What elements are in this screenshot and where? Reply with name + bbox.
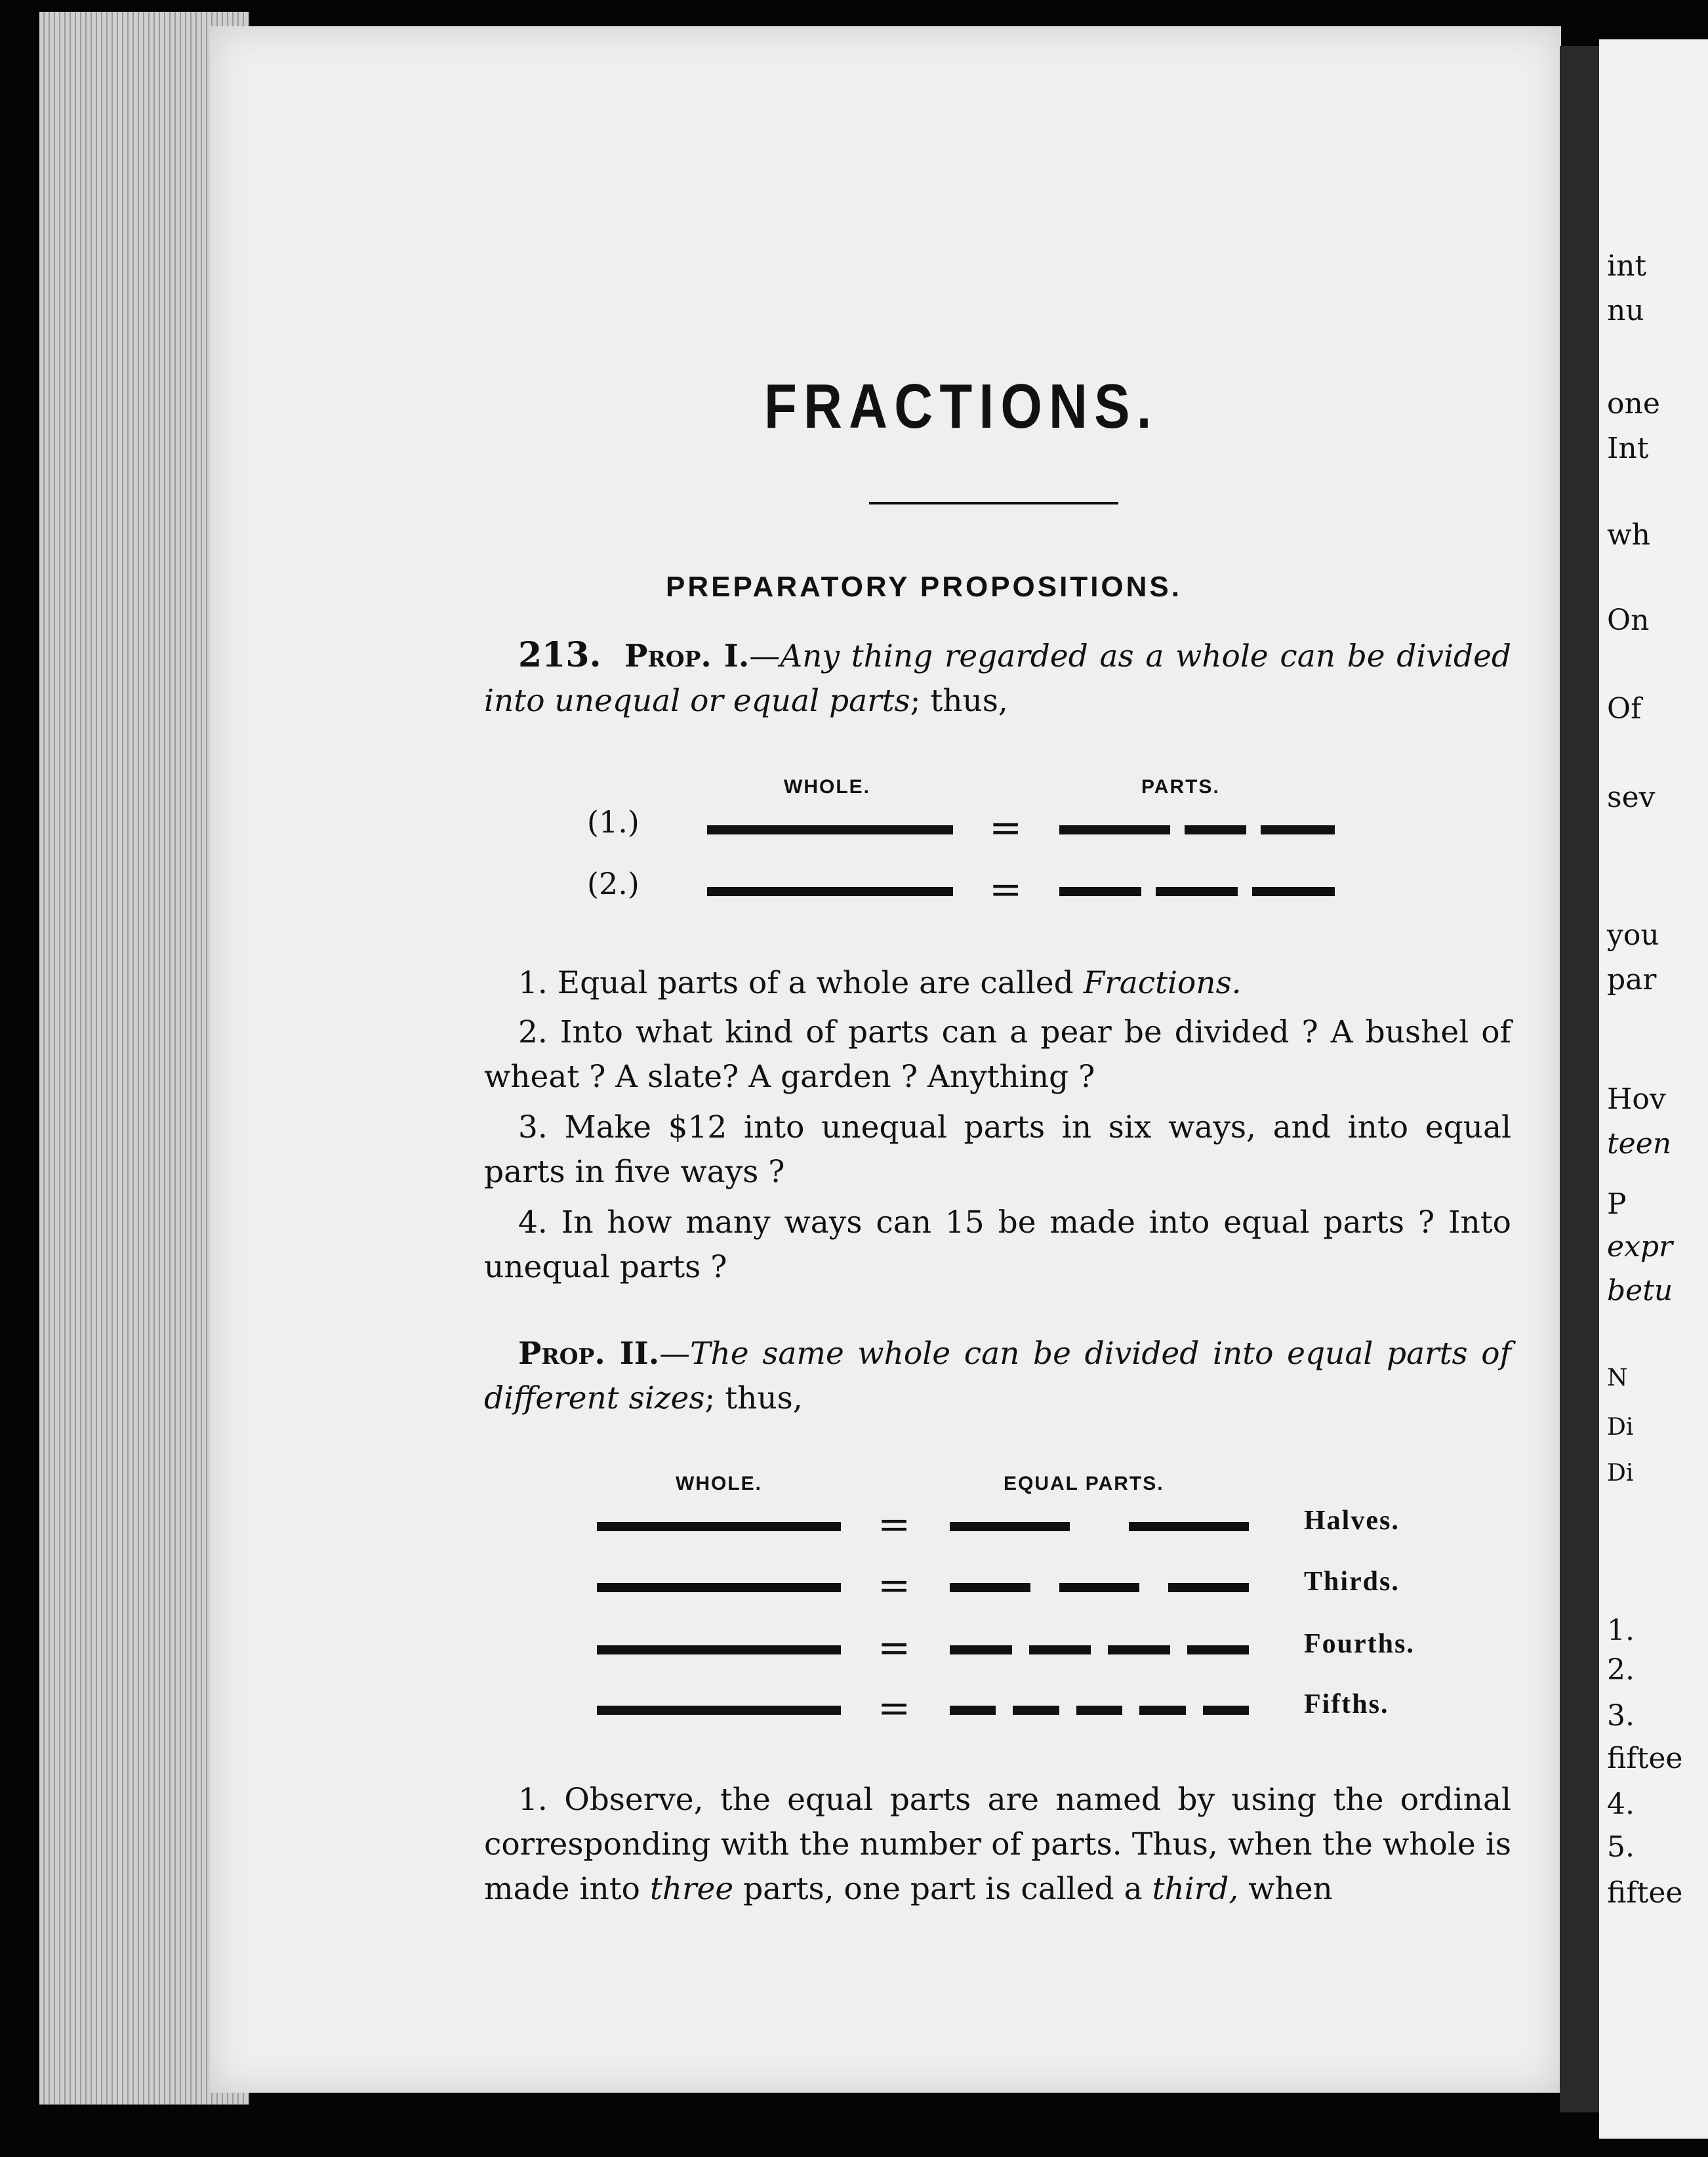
whole-bar — [707, 825, 953, 834]
facing-text: one — [1607, 387, 1660, 421]
proposition-one: 213. Prop. I.—Any thing regarded as a whole can be divided into unequal or equal parts; thus, — [484, 635, 1511, 719]
equal-part-bar — [1168, 1583, 1249, 1592]
facing-text: 2. — [1607, 1653, 1635, 1687]
equal-part-bar — [950, 1522, 1070, 1531]
part-bar — [1059, 887, 1141, 896]
facing-text: Hov — [1607, 1082, 1666, 1116]
diagram1-header-parts: PARTS. — [1141, 776, 1220, 798]
facing-text: sev — [1607, 781, 1656, 814]
facing-text: expr — [1607, 1230, 1673, 1263]
observation-emphasis: three — [649, 1871, 734, 1907]
equal-part-bar — [1108, 1645, 1170, 1654]
section-heading: PREPARATORY PROPOSITIONS. — [666, 571, 1183, 603]
observation-emphasis: third, — [1152, 1871, 1239, 1907]
part-bar — [1059, 825, 1170, 834]
proposition-statement: Any thing regarded as a whole can be divided into unequal or equal parts — [484, 638, 1511, 719]
equals-sign: = — [878, 1563, 911, 1609]
observation-paragraph — [484, 1778, 1511, 1912]
facing-text: fiftee — [1607, 1876, 1683, 1910]
proposition-tail: ; thus, — [704, 1380, 803, 1416]
whole-bar — [597, 1522, 841, 1531]
facing-text: 3. — [1607, 1699, 1635, 1733]
facing-text: nu — [1607, 294, 1644, 327]
proposition-label: Prop. II. — [518, 1336, 660, 1372]
facing-text: Of — [1607, 692, 1642, 726]
facing-text: you — [1607, 918, 1659, 952]
part-bar — [1261, 825, 1335, 834]
proposition-label: Prop. I. — [624, 638, 750, 674]
equal-part-bar — [1013, 1706, 1059, 1715]
diagram2-header-whole: WHOLE. — [676, 1473, 762, 1494]
fraction-name: Fifths. — [1304, 1689, 1389, 1719]
facing-text: On — [1607, 604, 1650, 637]
part-bar — [1185, 825, 1246, 834]
question-number: 3. — [518, 1109, 548, 1145]
article-number: 213. — [518, 635, 601, 675]
title-rule — [869, 502, 1118, 504]
facing-text: Di — [1607, 1414, 1634, 1441]
facing-text: 1. — [1607, 1614, 1635, 1647]
facing-text: Int — [1607, 432, 1649, 465]
question-number: 2. — [518, 1014, 548, 1050]
question-item — [484, 1010, 1511, 1099]
equal-part-bar — [1029, 1645, 1091, 1654]
proposition-statement: The same whole can be divided into equal parts of different sizes — [484, 1336, 1511, 1416]
proposition-two: Prop. II.—The same whole can be divided into equal parts of different sizes; thus, — [484, 1336, 1511, 1416]
equals-sign: = — [989, 867, 1023, 913]
diagram2-header-parts: EQUAL PARTS. — [1004, 1473, 1164, 1494]
facing-text: 4. — [1607, 1788, 1635, 1821]
facing-text: int — [1607, 249, 1647, 283]
question-text: Into what kind of parts can a pear be divided ? A bushel of wheat ? A slate? A garden ? Anything ? — [484, 1014, 1511, 1095]
equal-part-bar — [1076, 1706, 1122, 1715]
fraction-name: Fourths. — [1304, 1629, 1415, 1659]
part-bar — [1156, 887, 1238, 896]
equal-part-bar — [1059, 1583, 1140, 1592]
question-item — [484, 1201, 1511, 1290]
part-bar — [1252, 887, 1334, 896]
equal-part-bar — [1129, 1522, 1249, 1531]
facing-text: par — [1607, 963, 1657, 996]
equal-part-bar — [950, 1583, 1030, 1592]
whole-bar — [707, 887, 953, 896]
equal-part-bar — [950, 1706, 996, 1715]
book-gutter — [1560, 46, 1599, 2112]
observation-text: when — [1248, 1871, 1333, 1907]
facing-text: N — [1607, 1365, 1628, 1391]
equals-sign: = — [989, 805, 1023, 851]
facing-text: Di — [1607, 1460, 1634, 1487]
question-number: 4. — [518, 1204, 548, 1241]
fraction-name: Halves. — [1304, 1506, 1400, 1536]
question-text: Make $12 into unequal parts in six ways, and into equal parts in five ways ? — [484, 1109, 1511, 1190]
equals-sign: = — [878, 1625, 911, 1671]
facing-text: P — [1607, 1187, 1627, 1221]
row-label: (2.) — [587, 866, 640, 901]
facing-text: 5. — [1607, 1830, 1635, 1864]
row-label: (1.) — [587, 804, 640, 840]
whole-bar — [597, 1583, 841, 1592]
question-number: 1. — [518, 965, 548, 1001]
observation-text: Observe, the equal parts are named by using the ordinal corresponding with the number of parts. Thus, when the whole is made into — [484, 1782, 1511, 1907]
observation-number: 1. — [518, 1782, 548, 1818]
fraction-name: Thirds. — [1304, 1567, 1400, 1597]
whole-bar — [597, 1706, 841, 1715]
diagram1-header-whole: WHOLE. — [784, 776, 870, 798]
question-text: Equal parts of a whole are called — [557, 965, 1074, 1001]
facing-page — [1599, 39, 1708, 2139]
equal-part-bar — [1139, 1706, 1185, 1715]
question-item — [484, 1105, 1511, 1195]
facing-text: wh — [1607, 518, 1650, 552]
page-title: FRACTIONS. — [764, 371, 1158, 442]
equals-sign: = — [878, 1685, 911, 1731]
observation-text: parts, one part is called a — [743, 1871, 1143, 1907]
question-item — [484, 961, 1511, 1006]
proposition-tail: ; thus, — [910, 683, 1008, 719]
equal-part-bar — [950, 1645, 1012, 1654]
equal-part-bar — [1203, 1706, 1249, 1715]
equals-sign: = — [878, 1502, 911, 1548]
facing-text: betu — [1607, 1274, 1673, 1307]
equal-part-bar — [1187, 1645, 1250, 1654]
whole-bar — [597, 1645, 841, 1654]
facing-text: fiftee — [1607, 1742, 1683, 1775]
question-text: In how many ways can 15 be made into equal parts ? Into unequal parts ? — [484, 1204, 1511, 1285]
facing-text: teen — [1607, 1127, 1672, 1161]
question-emphasis: Fractions. — [1083, 965, 1242, 1001]
